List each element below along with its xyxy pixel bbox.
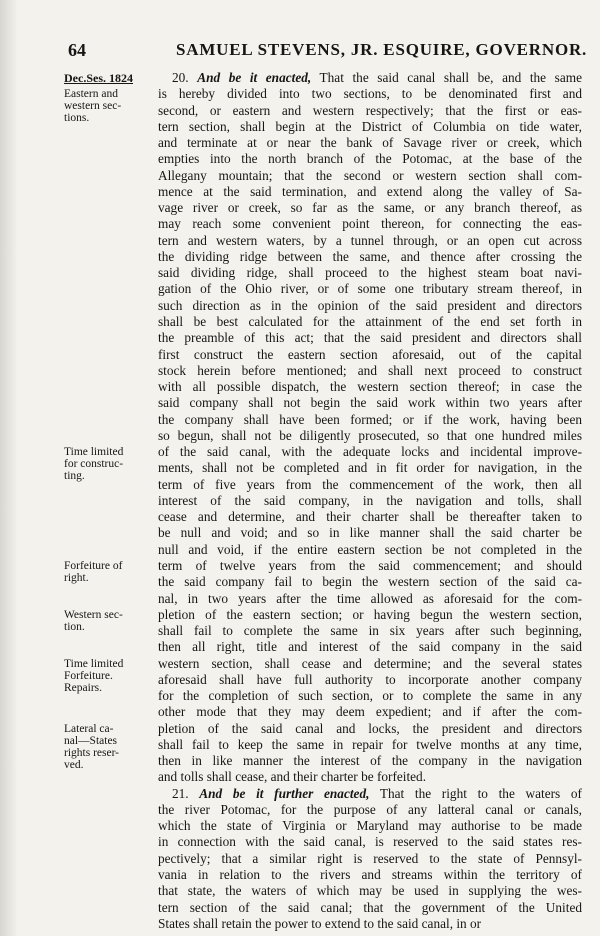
text-line: tern section of the said canal; that the government of the United xyxy=(158,899,582,915)
text-line: then all right, title and interest of the said company in the said xyxy=(158,639,582,655)
section-number: 21. xyxy=(172,785,200,801)
text-line: the said company fail to begin the western section of the said ca- xyxy=(158,574,582,590)
page-header xyxy=(0,40,600,66)
text-line: term of five years from the commencement of the work, then all xyxy=(158,476,582,492)
text-line: and terminate at or near the bank of Savage river or creek, which xyxy=(158,135,582,151)
page-binding-shadow xyxy=(0,0,18,936)
text-line xyxy=(158,786,582,802)
body-text xyxy=(158,70,582,932)
text-line: other mode that they may deem expedient; and if after the com- xyxy=(158,704,582,720)
text-line: mence at the said termination, and extend along the valley of Sa- xyxy=(158,183,582,199)
margin-note-date: Dec.Ses. 1824 xyxy=(64,71,133,85)
running-head: SAMUEL STEVENS, JR. ESQUIRE, GOVERNOR. xyxy=(176,40,588,59)
text-line: first construct the eastern section aforesaid, out of the capital xyxy=(158,346,582,362)
text-line: of the said canal, with the adequate locks and incidental improve- xyxy=(158,444,582,460)
text-line: cease and determine, and their charter shall be thereafter taken to xyxy=(158,509,582,525)
text-line: nal, in two years after the time allowed as aforesaid for the com- xyxy=(158,590,582,606)
text-line xyxy=(158,70,582,86)
text-line: second, or eastern and western respectively; that the first or eas- xyxy=(158,102,582,118)
text-line: the river Potomac, for the purpose of any latteral canal or canals, xyxy=(158,801,582,817)
margin-note-time-limited-forfeiture-repairs: Time limited Forfeiture. Repairs. xyxy=(64,657,124,694)
text-line: which the state of Virginia or Maryland may authorise to be made xyxy=(158,818,582,834)
text-line: term of twelve years from the said commencement; and should xyxy=(158,557,582,573)
margin-note-forfeiture-of-right: Forfeiture of right. xyxy=(64,560,123,585)
text-line: empties into the north branch of the Potomac, at the base of the xyxy=(158,151,582,167)
text-line: tern section, shall begin at the District of Columbia on tide water, xyxy=(158,118,582,134)
text-line: stock herein before mentioned; and shall next proceed to construct xyxy=(158,362,582,378)
section-text: That the right to the waters of xyxy=(369,785,582,801)
text-line: for the completion of such section, or to complete the same in any xyxy=(158,688,582,704)
text-line: is hereby divided into two sections, to be denominated first and xyxy=(158,86,582,102)
text-line: vage river or creek, so far as the same, or any branch thereof, as xyxy=(158,200,582,216)
text-line: shall fail to keep the same in repair for twelve months at any time, xyxy=(158,736,582,752)
text-line: that state, the waters of which may be used in supplying the wes- xyxy=(158,883,582,899)
text-line: Allegany mountain; that the second or western section shall com- xyxy=(158,167,582,183)
text-line: such direction as in the opinion of the said president and directors xyxy=(158,297,582,313)
text-line: said dividing ridge, shall proceed to the highest steam boat navi- xyxy=(158,265,582,281)
text-line: the preamble of this act; that the said president and directors shall xyxy=(158,330,582,346)
enacting-clause: And be it enacted, xyxy=(197,70,312,85)
text-line: the dividing ridge between the same, and thence after crossing the xyxy=(158,248,582,264)
margin-note-lateral-canal-states-rights: Lateral ca- nal—States rights reser- ved. xyxy=(64,722,120,771)
text-line: gation of the Ohio river, or of some one tributary stream thereof, in xyxy=(158,281,582,297)
section-number: 20. xyxy=(172,70,198,85)
text-line: pletion of the eastern section; or having begun the western section, xyxy=(158,606,582,622)
text-line: vania in relation to the rivers and streams within the territory of xyxy=(158,867,582,883)
enacting-clause: And be it further enacted, xyxy=(199,785,370,801)
text-line: aforesaid shall have full authority to incorporate another company xyxy=(158,671,582,687)
text-line: null and void, if the entire eastern section be not completed in the xyxy=(158,541,582,557)
text-line: with all possible dispatch, the western section thereof; in case the xyxy=(158,379,582,395)
text-line: interest of the said company, in the navigation and tolls, shall xyxy=(158,492,582,508)
text-line: and tolls shall cease, and their charter be forfeited. xyxy=(158,769,427,785)
margin-note-eastern-western-sections: Eastern and western sec- tions. xyxy=(64,88,122,125)
text-line: States shall retain the power to extend to the said canal, in or xyxy=(158,915,482,931)
section-text: That the said canal shall be, and the same xyxy=(311,70,582,85)
text-line: the company shall have been formed; or if the work, having been xyxy=(158,411,582,427)
margin-note-western-section: Western sec- tion. xyxy=(64,608,123,633)
text-line: shall be best calculated for the attainment of the end set forth in xyxy=(158,313,582,329)
margin-note-time-limited-constructing: Time limited for construc- ting. xyxy=(64,446,124,483)
text-line: in connection with the said canal, is reserved to the said states res- xyxy=(158,834,582,850)
page-number: 64 xyxy=(68,40,86,60)
text-line: said company shall not begin the said work within two years after xyxy=(158,395,582,411)
text-line: may reach some convenient point thereon, for connecting the eas- xyxy=(158,216,582,232)
text-line: be null and void; and so in like manner shall the said charter be xyxy=(158,525,582,541)
text-line: ments, shall not be completed and in fit order for navigation, in the xyxy=(158,460,582,476)
text-line: so begun, shall not be diligently prosecuted, so that one hundred miles xyxy=(158,427,582,443)
text-line: pectively; that a similar right is reserved to the state of Pennsyl- xyxy=(158,850,582,866)
text-line: western section, shall cease and determine; and the several states xyxy=(158,655,582,671)
text-line: shall fail to complete the same in six years after such beginning, xyxy=(158,623,582,639)
text-line: then in like manner the interest of the company in the navigation xyxy=(158,753,582,769)
text-line: pletion of the said canal and locks, the president and directors xyxy=(158,720,582,736)
text-line: tern and western waters, by a tunnel through, or an open cut across xyxy=(158,232,582,248)
